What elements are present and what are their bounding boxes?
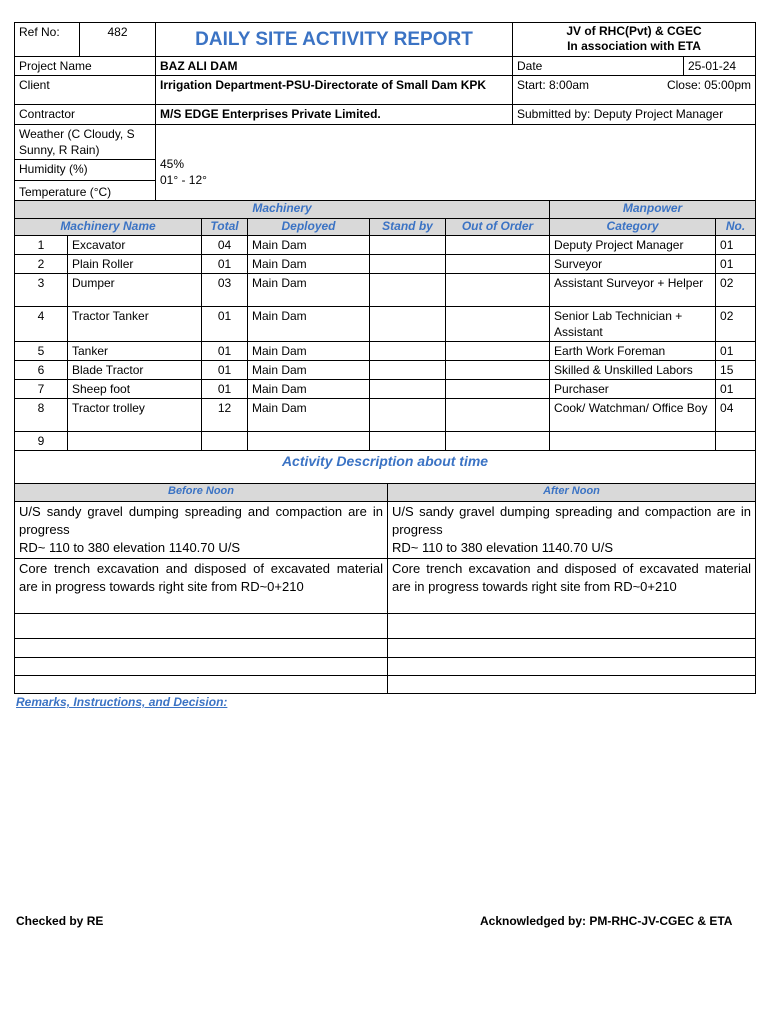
table-row <box>15 236 756 255</box>
machinery-out <box>446 399 550 432</box>
jv-line2: In association with ETA <box>567 39 701 53</box>
table-row <box>15 432 756 451</box>
empty-cell <box>388 676 756 694</box>
manpower-category: Cook/ Watchman/ Office Boy <box>550 399 716 432</box>
machinery-deployed: Main Dam <box>248 399 370 432</box>
before-noon-activity-1 <box>15 502 388 559</box>
manpower-no: 15 <box>716 361 756 380</box>
table-row <box>15 274 756 307</box>
row-no: 5 <box>15 342 68 361</box>
project-value: BAZ ALI DAM <box>156 57 513 76</box>
col-category: Category <box>550 219 716 236</box>
row-no: 9 <box>15 432 68 451</box>
temperature-label: Temperature (°C) <box>19 185 112 199</box>
machinery-total: 04 <box>202 236 248 255</box>
machinery-name: Tractor trolley <box>68 399 202 432</box>
conditions-labels <box>15 125 156 201</box>
row-no: 2 <box>15 255 68 274</box>
table-row <box>15 614 756 639</box>
empty-cell <box>15 639 388 658</box>
machinery-standby <box>370 255 446 274</box>
manpower-no <box>716 432 756 451</box>
machinery-deployed: Main Dam <box>248 361 370 380</box>
machinery-out <box>446 307 550 342</box>
checked-by: Checked by RE <box>16 914 104 928</box>
project-label: Project Name <box>15 57 156 76</box>
col-out-of-order: Out of Order <box>446 219 550 236</box>
empty-cell <box>388 639 756 658</box>
machinery-deployed: Main Dam <box>248 255 370 274</box>
manpower-no: 04 <box>716 399 756 432</box>
machinery-out <box>446 255 550 274</box>
manpower-category: Purchaser <box>550 380 716 399</box>
machinery-standby <box>370 361 446 380</box>
col-no: No. <box>716 219 756 236</box>
machinery-standby <box>370 274 446 307</box>
acknowledged-by: Acknowledged by: PM-RHC-JV-CGEC & ETA <box>480 914 733 928</box>
machinery-name: Tanker <box>68 342 202 361</box>
manpower-no: 01 <box>716 342 756 361</box>
table-row <box>15 399 756 432</box>
row-no: 6 <box>15 361 68 380</box>
machinery-total: 03 <box>202 274 248 307</box>
table-row <box>15 255 756 274</box>
machinery-deployed: Main Dam <box>248 342 370 361</box>
machinery-total: 01 <box>202 380 248 399</box>
machinery-standby <box>370 399 446 432</box>
manpower-category: Senior Lab Technician + Assistant <box>550 307 716 342</box>
temperature-value: 01° - 12° <box>160 173 207 187</box>
report-title: DAILY SITE ACTIVITY REPORT <box>156 23 513 57</box>
machinery-name: Plain Roller <box>68 255 202 274</box>
manpower-category: Skilled & Unskilled Labors <box>550 361 716 380</box>
machinery-name: Sheep foot <box>68 380 202 399</box>
machinery-total <box>202 432 248 451</box>
machinery-standby <box>370 380 446 399</box>
col-standby: Stand by <box>370 219 446 236</box>
machinery-standby <box>370 342 446 361</box>
col-deployed: Deployed <box>248 219 370 236</box>
manpower-no: 01 <box>716 380 756 399</box>
manpower-category: Deputy Project Manager <box>550 236 716 255</box>
machinery-deployed: Main Dam <box>248 307 370 342</box>
machinery-total: 01 <box>202 255 248 274</box>
table-row <box>15 380 756 399</box>
contractor-value: M/S EDGE Enterprises Private Limited. <box>156 105 513 125</box>
work-hours <box>513 76 756 105</box>
client-value: Irrigation Department-PSU-Directorate of Small Dam KPK <box>156 76 513 105</box>
conditions-values <box>156 125 756 201</box>
contractor-label: Contractor <box>15 105 156 125</box>
machinery-manpower-table <box>14 200 756 488</box>
machinery-out <box>446 380 550 399</box>
machinery-standby <box>370 236 446 255</box>
row-no: 7 <box>15 380 68 399</box>
machinery-out <box>446 432 550 451</box>
table-row <box>15 307 756 342</box>
activity-title: Activity Description about time <box>15 451 756 488</box>
manpower-category <box>550 432 716 451</box>
machinery-total: 12 <box>202 399 248 432</box>
activity-table <box>14 483 756 694</box>
date-label: Date <box>513 57 684 76</box>
col-total: Total <box>202 219 248 236</box>
table-row <box>15 639 756 658</box>
remarks-label: Remarks, Instructions, and Decision: <box>16 695 228 709</box>
empty-cell <box>15 614 388 639</box>
ref-value: 482 <box>80 23 156 57</box>
machinery-section-title: Machinery <box>15 201 550 219</box>
table-row <box>15 676 756 694</box>
before-noon-activity-1-text: U/S sandy gravel dumping spreading and compaction are in progress <box>19 504 383 537</box>
row-no: 3 <box>15 274 68 307</box>
machinery-name: Excavator <box>68 236 202 255</box>
empty-cell <box>15 658 388 676</box>
machinery-deployed: Main Dam <box>248 380 370 399</box>
header-table <box>14 22 756 201</box>
manpower-no: 01 <box>716 255 756 274</box>
after-noon-activity-1-rd: RD~ 110 to 380 elevation 1140.70 U/S <box>392 540 614 555</box>
before-noon-activity-1-rd: RD~ 110 to 380 elevation 1140.70 U/S <box>19 540 241 555</box>
start-time: Start: 8:00am <box>517 78 590 92</box>
humidity-value: 45% <box>160 157 185 171</box>
table-row <box>15 342 756 361</box>
humidity-label: Humidity (%) <box>15 160 155 181</box>
manpower-category: Assistant Surveyor + Helper <box>550 274 716 307</box>
empty-cell <box>15 676 388 694</box>
weather-label: Weather (C Cloudy, S Sunny, R Rain) <box>15 125 155 160</box>
ref-label: Ref No: <box>15 23 80 57</box>
date-value: 25-01-24 <box>684 57 756 76</box>
manpower-no: 02 <box>716 307 756 342</box>
machinery-out <box>446 361 550 380</box>
before-noon-header: Before Noon <box>15 484 388 502</box>
empty-cell <box>388 614 756 639</box>
table-row <box>15 658 756 676</box>
machinery-out <box>446 342 550 361</box>
after-noon-header: After Noon <box>388 484 756 502</box>
row-no: 8 <box>15 399 68 432</box>
machinery-name: Blade Tractor <box>68 361 202 380</box>
machinery-total: 01 <box>202 361 248 380</box>
before-noon-activity-2: Core trench excavation and disposed of excavated material are in progress towards right site from RD~0+210 <box>15 559 388 614</box>
manpower-no: 02 <box>716 274 756 307</box>
jv-info <box>513 23 756 57</box>
machinery-name <box>68 432 202 451</box>
row-no: 1 <box>15 236 68 255</box>
machinery-standby <box>370 432 446 451</box>
machinery-name: Dumper <box>68 274 202 307</box>
after-noon-activity-1 <box>388 502 756 559</box>
machinery-deployed: Main Dam <box>248 236 370 255</box>
machinery-out <box>446 274 550 307</box>
after-noon-activity-1-text: U/S sandy gravel dumping spreading and compaction are in progress <box>392 504 751 537</box>
machinery-total: 01 <box>202 307 248 342</box>
close-time: Close: 05:00pm <box>666 78 751 92</box>
manpower-no: 01 <box>716 236 756 255</box>
machinery-total: 01 <box>202 342 248 361</box>
machinery-name: Tractor Tanker <box>68 307 202 342</box>
row-no: 4 <box>15 307 68 342</box>
table-row <box>15 361 756 380</box>
machinery-out <box>446 236 550 255</box>
machinery-deployed <box>248 432 370 451</box>
machinery-standby <box>370 307 446 342</box>
manpower-category: Surveyor <box>550 255 716 274</box>
machinery-deployed: Main Dam <box>248 274 370 307</box>
empty-cell <box>388 658 756 676</box>
manpower-category: Earth Work Foreman <box>550 342 716 361</box>
manpower-section-title: Manpower <box>550 201 756 219</box>
jv-line1: JV of RHC(Pvt) & CGEC <box>566 24 702 38</box>
client-label: Client <box>15 76 156 105</box>
submitted-by: Submitted by: Deputy Project Manager <box>513 105 756 125</box>
col-machinery-name: Machinery Name <box>15 219 202 236</box>
after-noon-activity-2: Core trench excavation and disposed of excavated material are in progress towards right site from RD~0+210 <box>388 559 756 614</box>
